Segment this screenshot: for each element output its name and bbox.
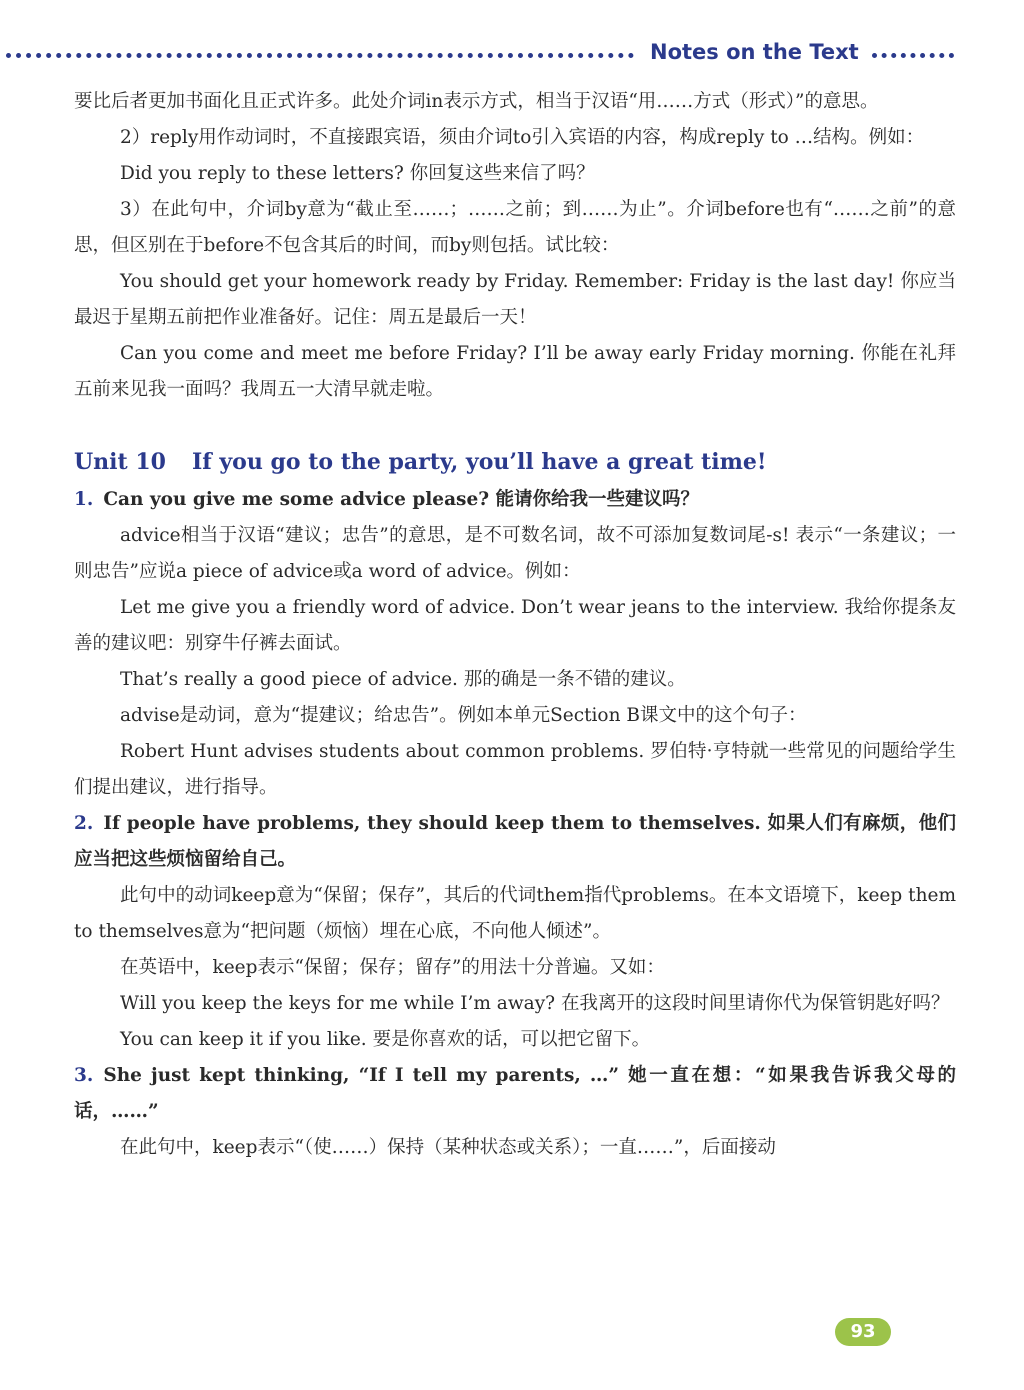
- example-sentence: You can keep it if you like. 要是你喜欢的话，可以把它留下。: [120, 1029, 651, 1050]
- note-paragraph: 3）在此句中，介词by意为“截止至……；……之前；到……为止”。介词before也有“……之前”的意思，但区别在于before不包含其后的时间，而by则包括。试比较：: [74, 199, 956, 256]
- unit-title: If you go to the party, you’ll have a great time!: [191, 449, 767, 475]
- page-number: 93: [835, 1318, 891, 1346]
- note-paragraph: 在英语中，keep表示“保留；保存；留存”的用法十分普遍。又如：: [120, 957, 665, 978]
- note-paragraph: 此句中的动词keep意为“保留；保存”，其后的代词them指代problems。在本文语境下，keep them to themselves意为“把问题（烦恼）埋在心底，不向他人倾述”。: [74, 885, 956, 942]
- item-sentence: She just kept thinking, “If I tell my parents, …” 她一直在想：“如果我告诉我父母的话，……”: [74, 1065, 956, 1122]
- page-body: [74, 84, 956, 1166]
- item-sentence: If people have problems, they should keep them to themselves. 如果人们有麻烦，他们应当把这些烦恼留给自己。: [74, 813, 956, 870]
- header-dotted-rule-left: [6, 53, 634, 58]
- note-paragraph: 在此句中，keep表示“（使……）保持（某种状态或关系）；一直……”，后面接动: [120, 1137, 776, 1158]
- example-sentence: You should get your homework ready by Friday. Remember: Friday is the last day! 你应当最迟于星期五前把作业准备好。记住：周五是最后一天！: [74, 271, 956, 328]
- item-number: 3.: [74, 1065, 94, 1086]
- note-paragraph: advice相当于汉语“建议；忠告”的意思，是不可数名词，故不可添加复数词尾-s! 表示“一条建议；一则忠告”应说a piece of advice或a word of advice。例如：: [74, 525, 956, 582]
- note-paragraph: 2）reply用作动词时，不直接跟宾语，须由介词to引入宾语的内容，构成reply to …结构。例如：: [120, 127, 925, 148]
- note-paragraph: advise是动词，意为“提建议；给忠告”。例如本单元Section B课文中的这个句子：: [120, 705, 807, 726]
- unit-number: Unit 10: [74, 449, 166, 475]
- note-paragraph: 要比后者更加书面化且正式许多。此处介词in表示方式，相当于汉语“用……方式（形式）”的意思。: [74, 91, 879, 112]
- example-sentence: Can you come and meet me before Friday? I’ll be away early Friday morning. 你能在礼拜五前来见我一面吗？我周五一大清早就走啦。: [74, 343, 956, 400]
- example-sentence: Will you keep the keys for me while I’m away? 在我离开的这段时间里请你代为保管钥匙好吗？: [120, 993, 950, 1014]
- numbered-sentence: [74, 1058, 956, 1130]
- page-header: [0, 38, 1000, 72]
- example-sentence: Let me give you a friendly word of advice. Don’t wear jeans to the interview. 我给你提条友善的建议吧：别穿牛仔裤去面试。: [74, 597, 956, 654]
- item-number: 1.: [74, 489, 94, 510]
- item-sentence: Can you give me some advice please? 能请你给我一些建议吗？: [103, 489, 700, 510]
- numbered-sentence: [74, 806, 956, 878]
- unit-heading: [74, 442, 956, 482]
- numbered-sentence: [74, 482, 956, 518]
- example-sentence: That’s really a good piece of advice. 那的确是一条不错的建议。: [120, 669, 686, 690]
- section-title: Notes on the Text: [650, 40, 859, 64]
- example-sentence: Did you reply to these letters? 你回复这些来信了吗？: [120, 163, 595, 184]
- item-number: 2.: [74, 813, 94, 834]
- example-sentence: Robert Hunt advises students about common problems. 罗伯特·亨特就一些常见的问题给学生们提出建议，进行指导。: [74, 741, 956, 798]
- header-dotted-rule-right: [872, 53, 954, 58]
